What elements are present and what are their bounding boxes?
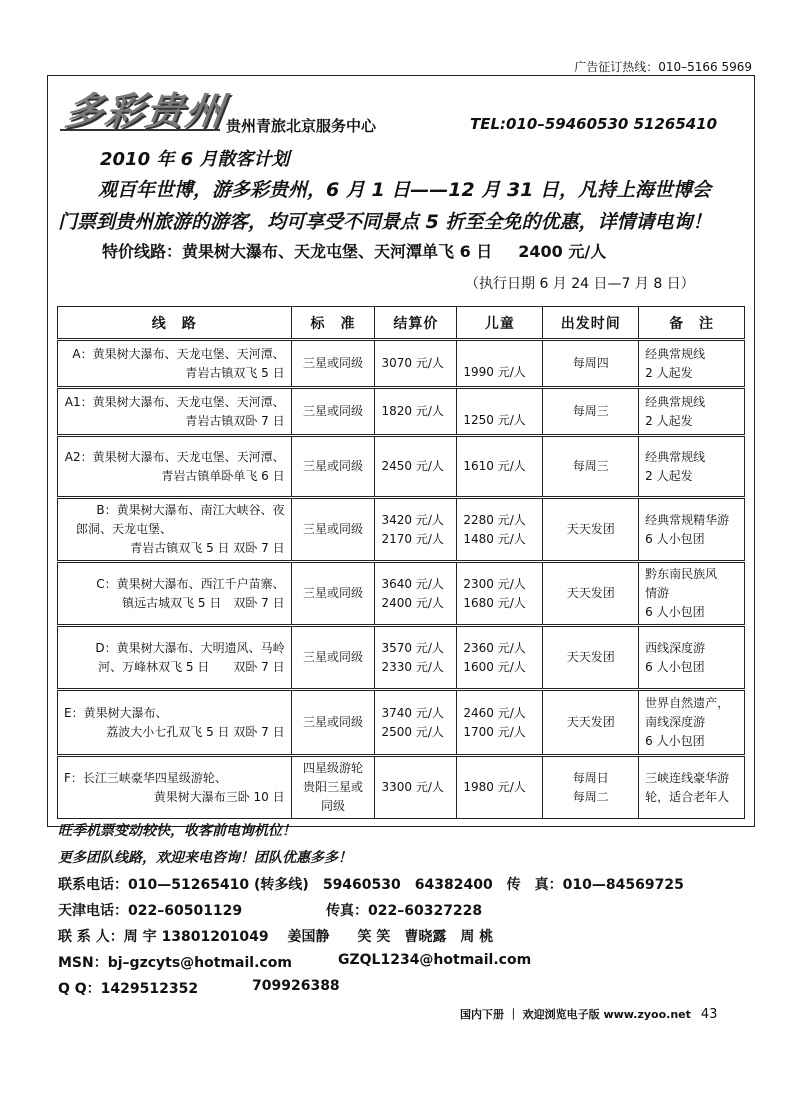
route-cell: B：黄果树大瀑布、南江大峡谷、夜 郎洞、天龙屯堡、 青岩古镇双飞 5 日 双卧 7 日 [58,498,292,562]
table-row [58,690,745,756]
footer-section: 国内下册 ｜ 欢迎浏览电子版 www.zyoo.net [460,1008,691,1021]
child-price-cell: 1990 元/人 [457,340,543,388]
agency-tel: TEL:010–59460530 51265410 [470,115,718,133]
route-cell: C：黄果树大瀑布、西江千户苗寨、 镇远古城双飞 5 日 双卧 7 日 [58,562,292,626]
notice-airfare: 旺季机票变动较快，收客前电询机位！ [58,823,296,839]
route-cell: A1：黄果树大瀑布、天龙屯堡、天河潭、 青岩古镇双卧 7 日 [58,388,292,436]
note-cell: 经典常规线 2 人起发 [639,340,745,388]
execution-date: （执行日期 6 月 24 日—7 月 8 日） [465,276,695,292]
notice-groups: 更多团队线路，欢迎来电咨询！团队优惠多多！ [58,850,352,866]
table-header-row [58,307,745,340]
special-price: 2400 元/人 [518,242,607,261]
route-cell: A2：黄果树大瀑布、天龙屯堡、天河潭、 青岩古镇单卧单飞 6 日 [58,436,292,498]
price-cell: 3740 元/人 2500 元/人 [375,690,457,756]
header-departure: 出发时间 [543,307,639,340]
note-cell: 经典常规线 2 人起发 [639,436,745,498]
header-child: 儿童 [457,307,543,340]
special-route: 特价线路：黄果树大瀑布、天龙屯堡、天河潭单飞 6 日 [102,242,493,261]
table-row [58,626,745,690]
header-route: 线 路 [58,307,292,340]
ad-hotline: 广告征订热线：010–5166 5969 [574,60,752,74]
tianjin-phone: 天津电话：022–60501129 [58,903,243,919]
child-price-cell: 1250 元/人 [457,388,543,436]
price-cell: 3070 元/人 [375,340,457,388]
departure-cell: 天天发团 [543,690,639,756]
qq-secondary: 709926388 [252,978,340,994]
price-cell: 1820 元/人 [375,388,457,436]
table-row [58,436,745,498]
table-row [58,562,745,626]
departure-cell: 每周三 [543,436,639,498]
table-row [58,756,745,819]
departure-cell: 天天发团 [543,626,639,690]
child-price-cell: 2360 元/人 1600 元/人 [457,626,543,690]
contact-phone: 联系电话：010—51265410 (转多线) 59460530 64382400 传 真：010—84569725 [58,877,684,893]
header-price: 结算价 [375,307,457,340]
route-cell: A：黄果树大瀑布、天龙屯堡、天河潭、 青岩古镇双飞 5 日 [58,340,292,388]
price-cell: 3570 元/人 2330 元/人 [375,626,457,690]
msn-secondary: GZQL1234@hotmail.com [338,952,532,968]
price-cell: 3640 元/人 2400 元/人 [375,562,457,626]
standard-cell: 三星或同级 [291,340,375,388]
route-cell: D：黄果树大瀑布、大明遗风、马岭 河、万峰林双飞 5 日 双卧 7 日 [58,626,292,690]
logo: 多彩贵州 [62,88,229,133]
note-cell: 经典常规线 2 人起发 [639,388,745,436]
child-price-cell: 2300 元/人 1680 元/人 [457,562,543,626]
price-cell: 3420 元/人 2170 元/人 [375,498,457,562]
standard-cell: 三星或同级 [291,690,375,756]
child-price-cell: 1610 元/人 [457,436,543,498]
departure-cell: 每周日 每周二 [543,756,639,819]
child-price-cell: 2460 元/人 1700 元/人 [457,690,543,756]
qq-primary: Q Q：1429512352 [58,981,199,997]
promo-line-1: 观百年世博，游多彩贵州，6 月 1 日——12 月 31 日，凡持上海世博会 [98,179,712,201]
table-row [58,498,745,562]
standard-cell: 四星级游轮 贵阳三星或 同级 [291,756,375,819]
header-notes: 备 注 [639,307,745,340]
note-cell: 世界自然遗产， 南线深度游 6 人小包团 [639,690,745,756]
departure-cell: 天天发团 [543,498,639,562]
departure-cell: 天天发团 [543,562,639,626]
route-table [57,306,745,819]
page-footer [460,1006,717,1022]
standard-cell: 三星或同级 [291,626,375,690]
standard-cell: 三星或同级 [291,562,375,626]
plan-title: 2010 年 6 月散客计划 [100,149,290,170]
standard-cell: 三星或同级 [291,498,375,562]
msn-primary: MSN：bj–gzcyts@hotmail.com [58,955,292,971]
table-row [58,388,745,436]
page-number: 43 [700,1007,718,1022]
child-price-cell: 1980 元/人 [457,756,543,819]
special-offer [102,239,606,262]
route-cell: F：长江三峡豪华四星级游轮、 黄果树大瀑布三卧 10 日 [58,756,292,819]
standard-cell: 三星或同级 [291,388,375,436]
note-cell: 经典常规精华游 6 人小包团 [639,498,745,562]
promo-line-2: 门票到贵州旅游的游客，均可享受不同景点 5 折至全免的优惠，详情请电询！ [58,211,712,233]
note-cell: 黔东南民族风 情游 6 人小包团 [639,562,745,626]
note-cell: 三峡连线豪华游 轮，适合老年人 [639,756,745,819]
price-cell: 2450 元/人 [375,436,457,498]
child-price-cell: 2280 元/人 1480 元/人 [457,498,543,562]
price-cell: 3300 元/人 [375,756,457,819]
departure-cell: 每周四 [543,340,639,388]
contact-people: 联 系 人：周 宇 13801201049 姜国静 笑 笑 曹晓露 周 桃 [58,929,494,945]
header-standard: 标 准 [291,307,375,340]
table-row [58,340,745,388]
tianjin-fax: 传真：022–60327228 [326,903,483,919]
agency-name: 贵州青旅北京服务中心 [226,117,377,135]
departure-cell: 每周三 [543,388,639,436]
note-cell: 西线深度游 6 人小包团 [639,626,745,690]
route-cell: E：黄果树大瀑布、 荔波大小七孔双飞 5 日 双卧 7 日 [58,690,292,756]
logo-underline [60,129,220,131]
standard-cell: 三星或同级 [291,436,375,498]
